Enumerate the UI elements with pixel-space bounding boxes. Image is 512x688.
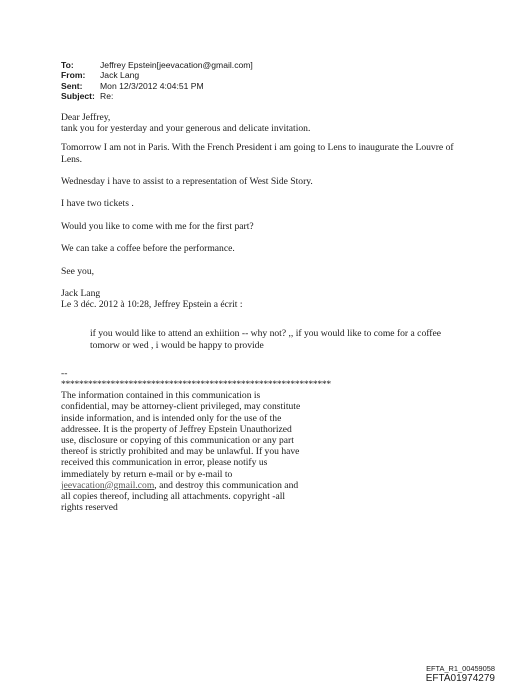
signature: Jack Lang [61, 287, 101, 299]
body-paragraph-3: Wednesday i have to assist to a representation of West Side Story. [61, 176, 313, 187]
footer-id-1: EFTA_R1_00459058 [426, 664, 495, 673]
email-header [61, 60, 253, 101]
subject-value: Re: [100, 90, 114, 101]
signature-dashes: -- [61, 367, 68, 379]
greeting: Dear Jeffrey, [61, 112, 111, 123]
body-paragraph-5: Would you like to come with me for the first part? [61, 220, 254, 232]
sign-off: See you, [61, 265, 95, 277]
subject-label: Subject: [61, 90, 95, 101]
body-line-1: tank you for yesterday and your generous and delicate invitation. [61, 123, 311, 135]
from-label: From: [61, 70, 86, 81]
quote-header: Le 3 déc. 2012 à 10:28, Jeffrey Epstein a écrit : [61, 299, 243, 311]
disclaimer-email-link[interactable]: jeevacation@gmail.com [61, 479, 155, 491]
sent-row [61, 81, 253, 91]
quoted-text: if you would like to attend an exhiition -- why not? ,, if you would like to come for a coffee tomorw or wed , i would be happy to provide [90, 328, 441, 351]
stars-divider: ************************************************************ [61, 378, 331, 390]
disclaimer-text-before-link: The information contained in this communication is confidential, may be attorney-client privileged, may constitute inside information, and is intended only for the use of the addressee. It is the property of Jeffrey Epstein Unauthorized use, disclosure or copying of this communication or any part thereof is strictly prohibited and may be unlawful. If you have received this communication in error, please notify us immediately by return e-mail or by e-mail to [61, 390, 301, 480]
disclaimer-text [61, 390, 301, 513]
to-label: To: [61, 60, 74, 70]
email-body [61, 112, 461, 513]
body-paragraph-4: I have two tickets . [61, 198, 134, 210]
footer-id-2: EFTA01974279 [425, 673, 495, 684]
sent-value: Mon 12/3/2012 4:04:51 PM [100, 80, 204, 91]
body-paragraph-6: We can take a coffee before the performance. [61, 243, 235, 255]
body-paragraph-2: Tomorrow I am not in Paris. With the French President i am going to Lens to inaugurate the Louvre of Lens. [61, 142, 454, 165]
to-row [61, 60, 253, 70]
from-value: Jack Lang [100, 70, 140, 81]
sent-label: Sent: [61, 80, 83, 91]
disclaimer-text-after-link: , and destroy this communication and all copies thereof, including all attachments. copyright -all rights reserved [61, 479, 299, 514]
from-row [61, 70, 253, 80]
to-value: Jeffrey Epstein[jeevacation@gmail.com] [100, 60, 253, 70]
subject-row [61, 91, 253, 101]
